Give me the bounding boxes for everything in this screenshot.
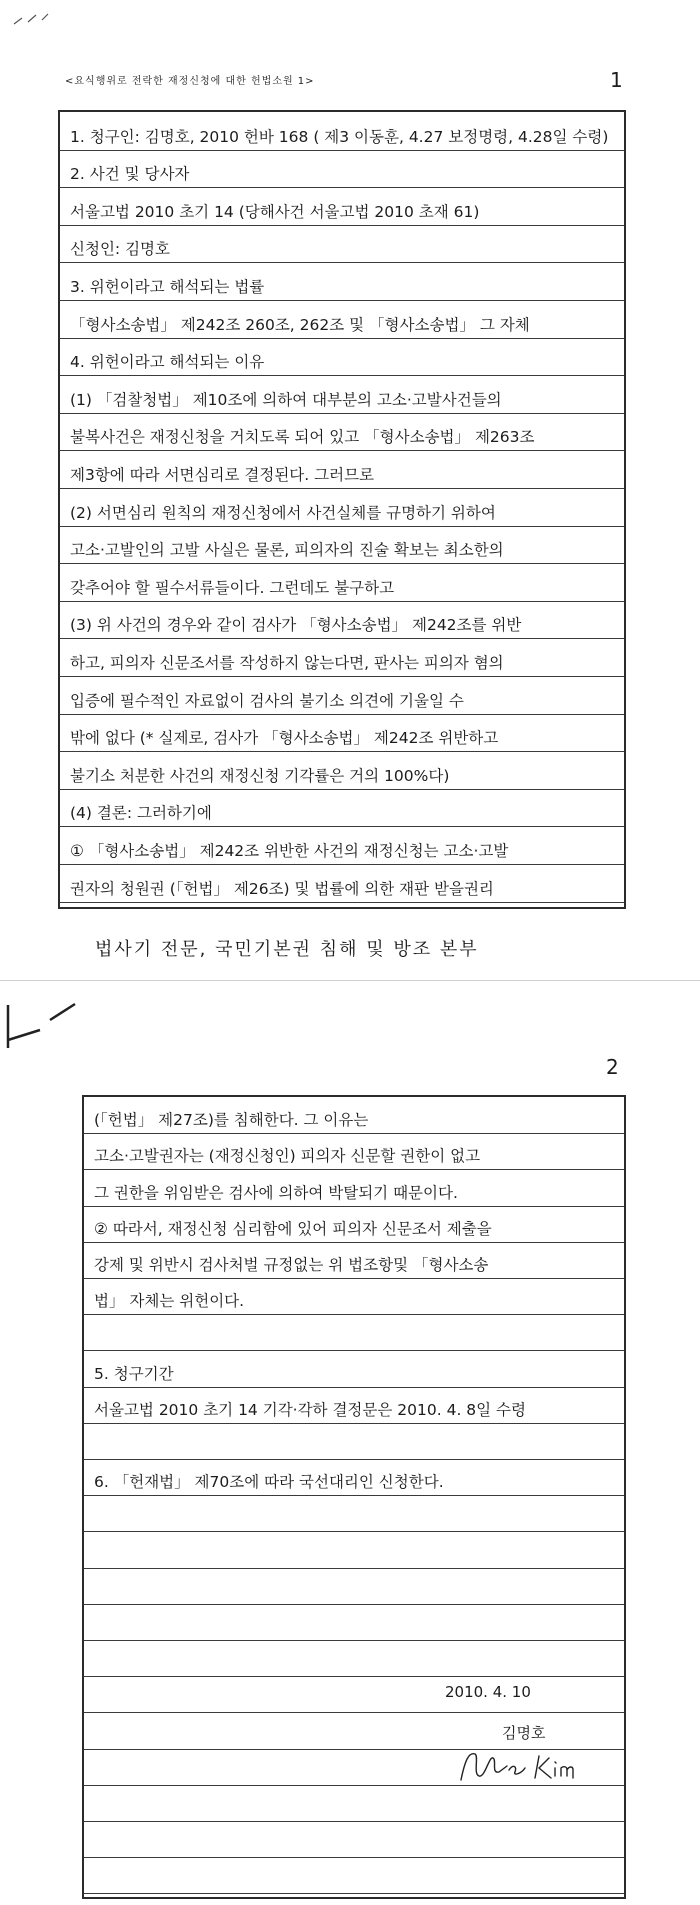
handwritten-line: 1. 청구인: 김명호, 2010 헌바 168 ( 제3 이동훈, 4.27 보정명령, 4.28일 수령) — [70, 127, 609, 146]
ruled-line — [84, 1133, 624, 1134]
handwritten-signature — [455, 1746, 585, 1786]
scan-corner-mark — [0, 1000, 80, 1050]
ruled-line — [60, 601, 624, 602]
ruled-line — [60, 902, 624, 903]
handwritten-line: 불복사건은 재정신청을 거치도록 되어 있고 「형사소송법」 제263조 — [70, 428, 535, 447]
ruled-line — [84, 1495, 624, 1496]
handwritten-line: 불기소 처분한 사건의 재정신청 기각률은 거의 100%다) — [70, 766, 450, 785]
document-date: 2010. 4. 10 — [445, 1683, 531, 1701]
signer-name: 김명호 — [502, 1724, 546, 1742]
ruled-line — [60, 638, 624, 639]
page-divider — [0, 980, 700, 1001]
ruled-line — [84, 1821, 624, 1822]
handwritten-line: 밖에 없다 (* 실제로, 검사가 「형사소송법」 제242조 위반하고 — [70, 729, 499, 748]
ruled-line — [84, 1314, 624, 1315]
handwritten-line: 제3항에 따라 서면심리로 결정된다. 그러므로 — [70, 466, 375, 484]
ruled-line — [60, 413, 624, 414]
ruled-line — [84, 1676, 624, 1677]
page-number: 2 — [606, 1055, 619, 1079]
handwritten-line: 「형사소송법」 제242조 260조, 262조 및 「형사소송법」 그 자체 — [70, 315, 530, 334]
ruled-line — [84, 1169, 624, 1170]
ruled-line — [84, 1350, 624, 1351]
ruled-line — [60, 187, 624, 188]
ruled-line — [60, 676, 624, 677]
handwritten-line: ① 「형사소송법」 제242조 위반한 사건의 재정신청는 고소·고발 — [70, 842, 509, 860]
ruled-line — [84, 1387, 624, 1388]
handwritten-line: 3. 위헌이라고 해석되는 법률 — [70, 278, 265, 296]
document-title: <요식행위로 전락한 재정신청에 대한 헌법소원 1> — [65, 76, 315, 87]
handwritten-line: 그 권한을 위임받은 검사에 의하여 박탈되기 때문이다. — [94, 1183, 458, 1202]
ruled-line — [60, 563, 624, 564]
document-page-2 — [0, 1000, 700, 1905]
ruled-line — [84, 1568, 624, 1569]
handwritten-line: 2. 사건 및 당사자 — [70, 165, 190, 184]
ruled-line — [84, 1640, 624, 1641]
ruled-line — [60, 526, 624, 527]
ruled-line — [60, 338, 624, 339]
scan-speck-mark — [12, 12, 52, 28]
ruled-line — [60, 300, 624, 301]
handwritten-line: (「헌법」 제27조)를 침해한다. 그 이유는 — [94, 1111, 369, 1130]
ruled-line — [84, 1604, 624, 1605]
page-number: 1 — [610, 68, 623, 92]
ruled-line — [60, 262, 624, 263]
ruled-writing-box — [58, 110, 626, 909]
ruled-line — [84, 1857, 624, 1858]
handwritten-line: 신청인: 김명호 — [70, 240, 170, 259]
ruled-line — [84, 1893, 624, 1894]
ruled-line — [60, 789, 624, 790]
ruled-line — [84, 1712, 624, 1713]
ruled-line — [84, 1459, 624, 1460]
handwritten-line: 서울고법 2010 초기 14 (당해사건 서울고법 2010 초재 61) — [70, 202, 480, 221]
ruled-line — [84, 1423, 624, 1424]
handwritten-line: 입증에 필수적인 자료없이 검사의 불기소 의견에 기울일 수 — [70, 691, 464, 710]
handwritten-line: (1) 「검찰청법」 제10조에 의하여 대부분의 고소·고발사건들의 — [70, 390, 502, 409]
handwritten-line: (2) 서면심리 원칙의 재정신청에서 사건실체를 규명하기 위하여 — [70, 503, 496, 522]
handwritten-line: 강제 및 위반시 검사처벌 규정없는 위 법조항및 「형사소송 — [94, 1256, 489, 1274]
handwritten-line: 고소·고발권자는 (재정신청인) 피의자 신문할 권한이 없고 — [94, 1147, 481, 1166]
ruled-line — [60, 826, 624, 827]
ruled-line — [60, 375, 624, 376]
handwritten-line: (3) 위 사건의 경우와 같이 검사가 「형사소송법」 제242조를 위반 — [70, 616, 522, 635]
signature-subtitle: 법사기 전문, 국민기본권 침해 및 방조 본부 — [95, 939, 479, 960]
ruled-line — [60, 864, 624, 865]
ruled-line — [60, 751, 624, 752]
handwritten-line: 5. 청구기간 — [94, 1364, 174, 1383]
ruled-line — [60, 450, 624, 451]
ruled-line — [84, 1531, 624, 1532]
ruled-line — [60, 225, 624, 226]
handwritten-line: 법」 자체는 위헌이다. — [94, 1292, 245, 1311]
ruled-line — [84, 1242, 624, 1243]
handwritten-line: 고소·고발인의 고발 사실은 물론, 피의자의 진술 확보는 최소한의 — [70, 541, 504, 560]
handwritten-line: 하고, 피의자 신문조서를 작성하지 않는다면, 판사는 피의자 혐의 — [70, 654, 504, 672]
handwritten-line: 6. 「헌재법」 제70조에 따라 국선대리인 신청한다. — [94, 1473, 444, 1492]
handwritten-line: ② 따라서, 재정신청 심리함에 있어 피의자 신문조서 제출을 — [94, 1219, 492, 1238]
handwritten-line: 갖추어야 할 필수서류들이다. 그런데도 불구하고 — [70, 578, 395, 597]
ruled-line — [60, 488, 624, 489]
handwritten-line: (4) 결론: 그러하기에 — [70, 804, 212, 823]
ruled-line — [60, 714, 624, 715]
handwritten-line: 4. 위헌이라고 해석되는 이유 — [70, 353, 265, 372]
handwritten-line: 권자의 청원권 (「헌법」 제26조) 및 법률에 의한 재판 받을권리 — [70, 879, 494, 898]
handwritten-line: 서울고법 2010 초기 14 기각·각하 결정문은 2010. 4. 8일 수령 — [94, 1400, 527, 1419]
ruled-line — [84, 1206, 624, 1207]
ruled-line — [84, 1278, 624, 1279]
ruled-line — [60, 150, 624, 151]
